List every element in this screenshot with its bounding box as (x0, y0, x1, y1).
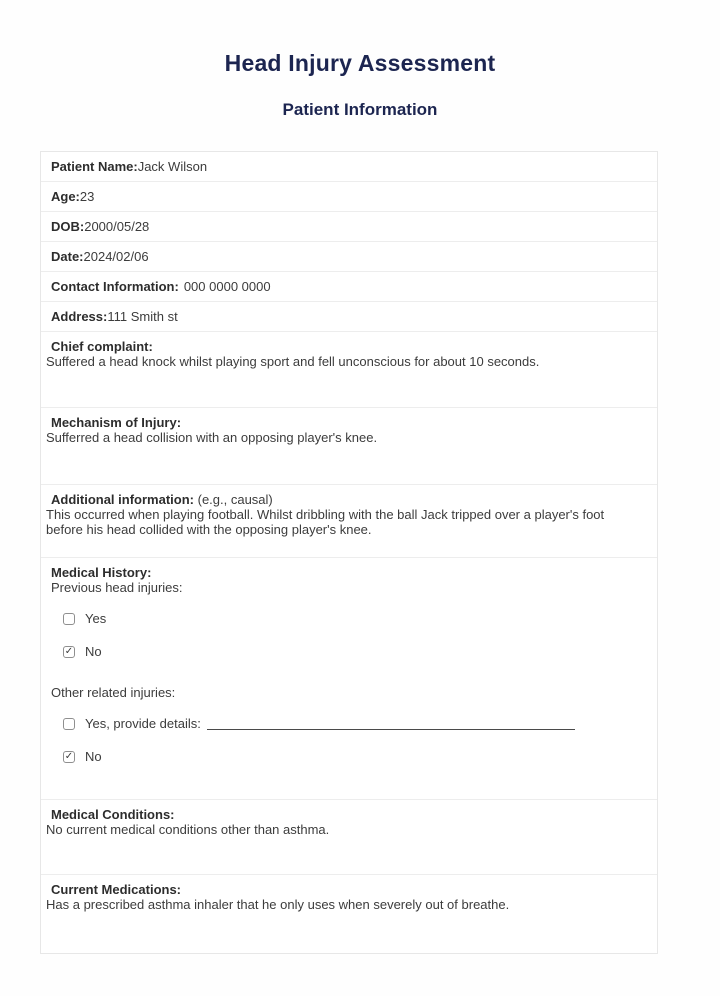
additional-information-section (41, 485, 657, 558)
other-injuries-yes-checkbox[interactable] (63, 718, 75, 730)
field-row-age (41, 182, 657, 212)
chief-complaint-section (41, 332, 657, 408)
age-label: Age: (51, 189, 80, 204)
patient-info-table (40, 151, 658, 954)
medical-conditions-body: No current medical conditions other than asthma. (46, 822, 330, 837)
details-blank-line[interactable] (207, 718, 575, 730)
medical-conditions-label: Medical Conditions: (51, 807, 175, 822)
age-value: 23 (79, 189, 95, 204)
medical-history-label: Medical History: (51, 565, 152, 580)
additional-information-hint: (e.g., causal) (197, 492, 273, 507)
other-injuries-no-checkbox[interactable] (63, 751, 75, 763)
field-row-address (41, 302, 657, 332)
mechanism-of-injury-body: Sufferred a head collision with an opposing player's knee. (46, 430, 378, 445)
previous-injuries-yes-option (63, 611, 643, 626)
dob-value: 2000/05/28 (84, 219, 150, 234)
address-value: 111 Smith st (107, 309, 178, 324)
page-title: Head Injury Assessment (224, 50, 496, 76)
date-value: 2024/02/06 (83, 249, 149, 264)
field-row-dob (41, 212, 657, 242)
previous-injuries-no-label: No (85, 644, 102, 659)
medical-history-section (41, 558, 657, 800)
dob-label: DOB: (51, 219, 85, 234)
field-row-patient-name (41, 152, 657, 182)
page-subtitle: Patient Information (282, 100, 438, 119)
current-medications-section (41, 875, 657, 953)
previous-injuries-no-checkbox[interactable] (63, 646, 75, 658)
patient-name-value: Jack Wilson (137, 159, 208, 174)
chief-complaint-body: Suffered a head knock whilst playing sport and fell unconscious for about 10 seconds. (46, 354, 540, 369)
additional-information-label (51, 492, 643, 507)
other-injuries-no-option (63, 749, 643, 764)
additional-information-label-text: Additional information: (51, 492, 194, 507)
additional-information-body: This occurred when playing football. Whilst dribbling with the ball Jack tripped over a player's foot before his head collided with the opposing player's knee. (46, 507, 605, 537)
previous-injuries-yes-checkbox[interactable] (63, 613, 75, 625)
patient-name-label: Patient Name: (51, 159, 138, 174)
previous-head-injuries-question: Previous head injuries: (51, 580, 183, 595)
mechanism-of-injury-label: Mechanism of Injury: (51, 415, 182, 430)
other-injuries-no-label: No (85, 749, 102, 764)
field-row-date (41, 242, 657, 272)
current-medications-body: Has a prescribed asthma inhaler that he only uses when severely out of breathe. (46, 897, 510, 912)
field-row-contact (41, 272, 657, 302)
medical-conditions-section (41, 800, 657, 875)
mechanism-of-injury-section (41, 408, 657, 485)
contact-label: Contact Information: (51, 279, 179, 294)
previous-injuries-no-option (63, 644, 643, 659)
other-injuries-yes-option (63, 716, 643, 731)
other-injuries-yes-label: Yes, provide details: (85, 716, 201, 731)
contact-value: 000 0000 0000 (183, 279, 271, 294)
date-label: Date: (51, 249, 84, 264)
chief-complaint-label: Chief complaint: (51, 339, 153, 354)
address-label: Address: (51, 309, 108, 324)
previous-injuries-yes-label: Yes (85, 611, 107, 626)
current-medications-label: Current Medications: (51, 882, 182, 897)
other-related-injuries-question: Other related injuries: (51, 685, 176, 700)
